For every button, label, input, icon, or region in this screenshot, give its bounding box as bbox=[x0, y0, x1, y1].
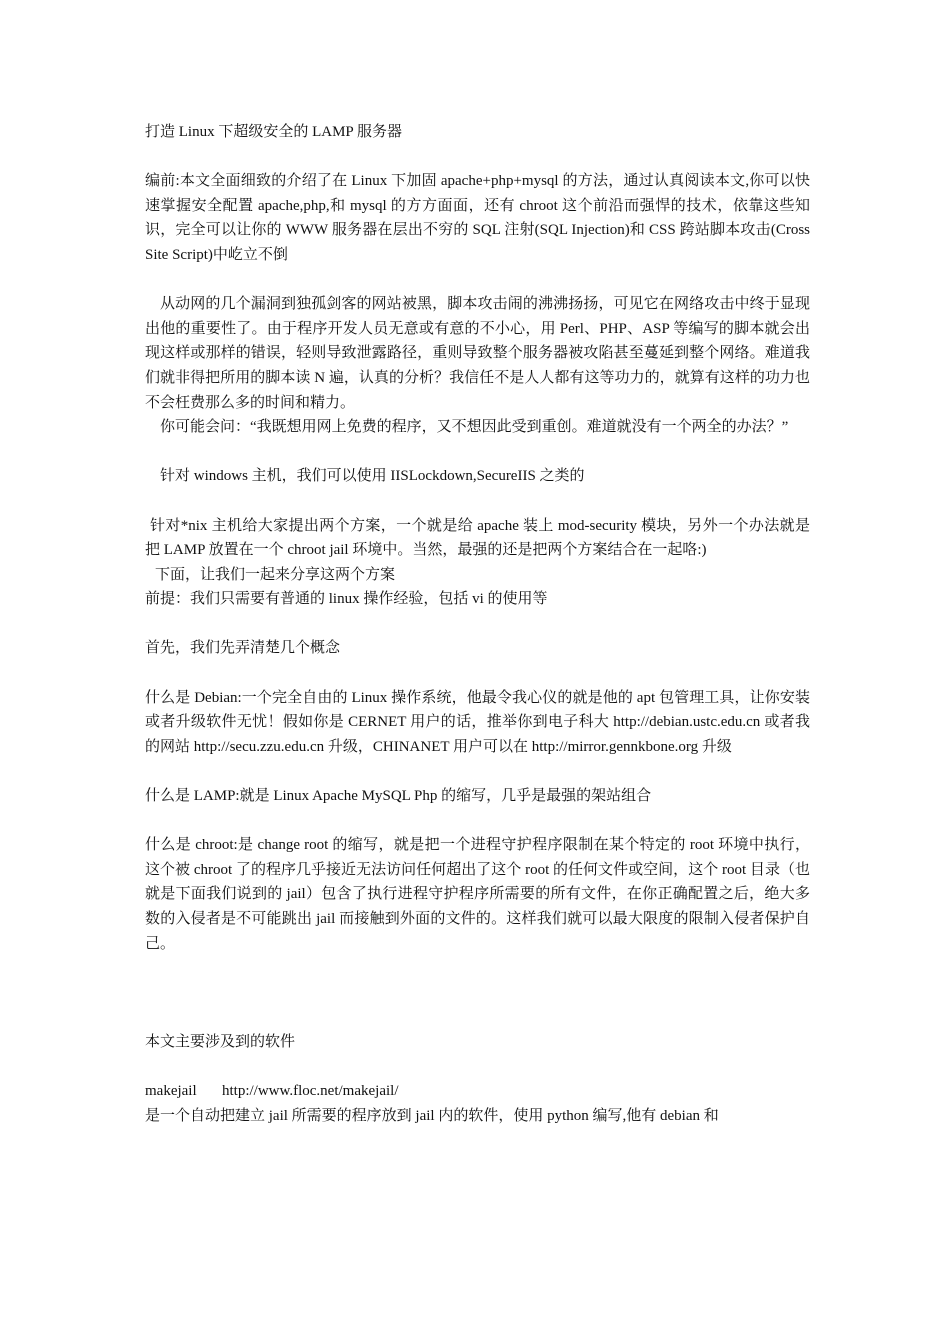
software-url: http://www.floc.net/makejail/ bbox=[222, 1083, 399, 1100]
software-item-makejail bbox=[145, 1079, 810, 1104]
spacer bbox=[145, 489, 810, 514]
document-title: 打造 Linux 下超级安全的 LAMP 服务器 bbox=[145, 124, 402, 140]
body-paragraph-4: 针对*nix 主机给大家提出两个方案，一个就是给 apache 装上 mod-security 模块，另外一个办法就是把 LAMP 放置在一个 chroot jail 环境中。当然，最强的还是把两个方案结合在一起咯:) bbox=[145, 517, 810, 559]
spacer bbox=[145, 612, 810, 637]
spacer bbox=[145, 809, 810, 834]
spacer bbox=[145, 1055, 810, 1080]
body-paragraph-1: 从动网的几个漏洞到独孤剑客的网站被黑，脚本攻击闹的沸沸扬扬，可见它在网络攻击中终于显现出他的重要性了。由于程序开发人员无意或有意的不小心，用 Perl、PHP、ASP 等编写的脚本就会出现这样或那样的错误，轻则导致泄露路径，重则导致整个服务器被攻陷甚至蔓延到整个网络。难道我们就非得把所用的脚本读 N 遍，认真的分析？我信任不是人人都有这等功力的，就算有这样的功力也不会枉费那么多的时间和精力。 bbox=[145, 296, 810, 411]
definition-debian: 什么是 Debian:一个完全自由的 Linux 操作系统，他最令我心仪的就是他的 apt 包管理工具，让你安装或者升级软件无忧！假如你是 CERNET 用户的话，推举你到电子科大 http://debian.ustc.edu.cn 或者我的网站 http://secu.zzu.edu.cn 升级，CHINANET 用户可以在 http://mirror.gennkbone.org 升级 bbox=[145, 689, 810, 755]
spacer bbox=[145, 956, 810, 1030]
spacer bbox=[145, 268, 810, 293]
intro-paragraph: 编前:本文全面细致的介绍了在 Linux 下加固 apache+php+mysql 的方法，通过认真阅读本文,你可以快速掌握安全配置 apache,php,和 mysql 的方方面面，还有 chroot 这个前沿而强悍的技术，依靠这些知识，完全可以让你的 WWW 服务器在层出不穷的 SQL 注射(SQL Injection)和 CSS 跨站脚本攻击(Cross Site Script)中屹立不倒 bbox=[145, 173, 810, 263]
spacer bbox=[145, 440, 810, 465]
body-paragraph-6: 前提：我们只需要有普通的 linux 操作经验，包括 vi 的使用等 bbox=[145, 591, 548, 608]
definition-chroot: 什么是 chroot:是 change root 的缩写，就是把一个进程守护程序限制在某个特定的 root 环境中执行，这个被 chroot 了的程序几乎接近无法访问任何超出了这个 root 的任何文件或空间，这个 root 目录（也就是下面我们说到的 jail）包含了执行进程守护程序所需要的所有文件，在你正确配置之后，绝大多数的入侵者是不可能跳出 jail 而接触到外面的文件的。这样我们就可以最大限度的限制入侵者保护自己。 bbox=[145, 837, 810, 952]
spacer bbox=[145, 759, 810, 784]
software-name: makejail bbox=[145, 1083, 197, 1100]
body-paragraph-7: 首先，我们先弄清楚几个概念 bbox=[145, 640, 341, 657]
software-description: 是一个自动把建立 jail 所需要的程序放到 jail 内的软件，使用 python 编写,他有 debian 和 bbox=[145, 1107, 719, 1124]
body-paragraph-5: 下面，让我们一起来分享这两个方案 bbox=[155, 566, 396, 583]
software-heading: 本文主要涉及到的软件 bbox=[145, 1033, 296, 1050]
body-paragraph-2: 你可能会问：“我既想用网上免费的程序，又不想因此受到重创。难道就没有一个两全的办法？” bbox=[160, 419, 789, 436]
spacer bbox=[145, 145, 810, 170]
document-body bbox=[145, 120, 810, 1128]
body-paragraph-3: 针对 windows 主机，我们可以使用 IISLockdown,SecureIIS 之类的 bbox=[160, 468, 585, 485]
definition-lamp: 什么是 LAMP:就是 Linux Apache MySQL Php 的缩写，几乎是最强的架站组合 bbox=[145, 788, 652, 805]
spacer bbox=[145, 661, 810, 686]
